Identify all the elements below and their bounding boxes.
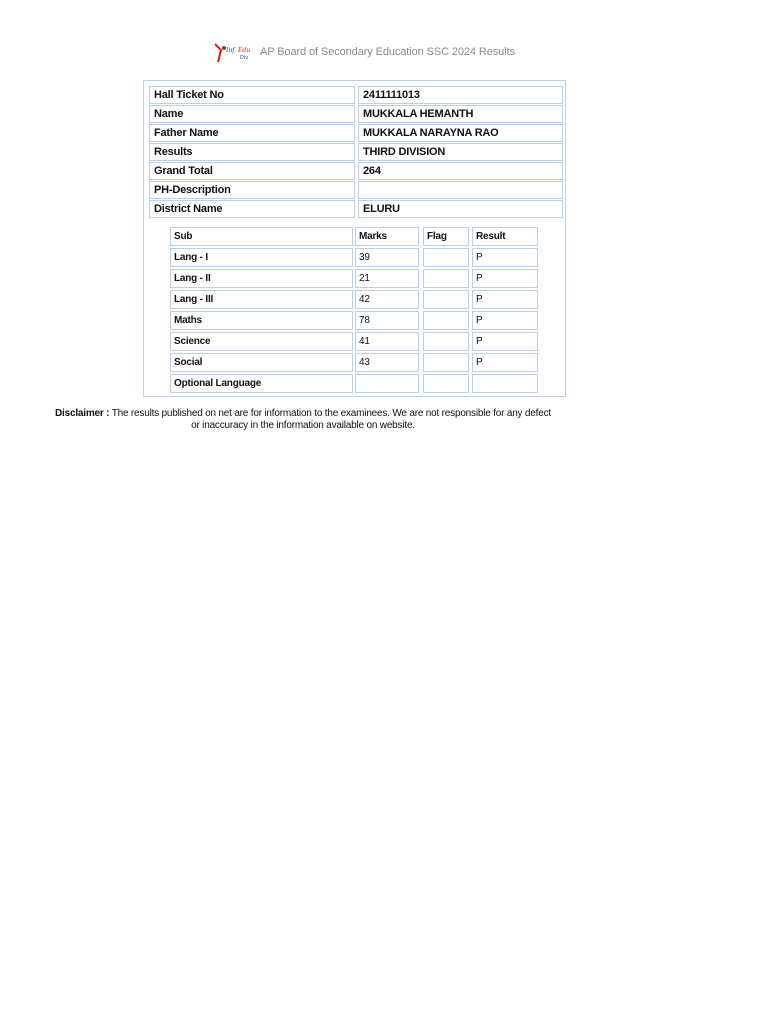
result-cell: P <box>472 353 538 372</box>
marks-cell <box>355 374 419 393</box>
disclaimer-line2: or inaccuracy in the information available on website. <box>191 420 415 431</box>
disclaimer <box>38 408 568 432</box>
disclaimer-line1: The results published on net are for information to the examinees. We are not responsible for any defect <box>111 408 551 419</box>
info-label: Results <box>149 143 355 161</box>
info-value: 2411111013 <box>358 86 563 104</box>
page-header <box>212 40 515 64</box>
info-value: THIRD DIVISION <box>358 143 563 161</box>
marks-header-marks: Marks <box>355 227 419 246</box>
subject-cell: Optional Language <box>170 374 353 393</box>
info-row-father-name <box>149 124 560 142</box>
info-label: Father Name <box>149 124 355 142</box>
info-row-ph-description <box>149 181 560 199</box>
info-label: Grand Total <box>149 162 355 180</box>
svg-text:Edu: Edu <box>238 47 251 54</box>
disclaimer-label: Disclaimer : <box>55 408 110 419</box>
result-cell <box>472 374 538 393</box>
marks-header-result: Result <box>472 227 538 246</box>
subject-cell: Science <box>170 332 353 351</box>
flag-cell <box>423 290 469 309</box>
marks-cell: 39 <box>355 248 419 267</box>
info-value: 264 <box>358 162 563 180</box>
info-value: MUKKALA NARAYNA RAO <box>358 124 563 142</box>
result-cell: P <box>472 248 538 267</box>
info-label: Name <box>149 105 355 123</box>
flag-cell <box>423 269 469 288</box>
site-logo <box>212 40 258 64</box>
info-row-district-name <box>149 200 560 218</box>
info-label: PH-Description <box>149 181 355 199</box>
flag-cell <box>423 332 469 351</box>
marks-cell: 42 <box>355 290 419 309</box>
marks-cell: 43 <box>355 353 419 372</box>
subject-cell: Social <box>170 353 353 372</box>
svg-text:Div: Div <box>240 55 249 61</box>
subject-cell: Lang - II <box>170 269 353 288</box>
svg-text:Inf: Inf <box>226 47 235 54</box>
result-cell: P <box>472 269 538 288</box>
subject-cell: Lang - I <box>170 248 353 267</box>
marks-header-sub: Sub <box>170 227 353 246</box>
info-value: MUKKALA HEMANTH <box>358 105 563 123</box>
info-value: ELURU <box>358 200 563 218</box>
results-card <box>143 80 566 397</box>
flag-cell <box>423 374 469 393</box>
marks-cell: 21 <box>355 269 419 288</box>
marks-header-flag: Flag <box>423 227 469 246</box>
subject-cell: Maths <box>170 311 353 330</box>
result-cell: P <box>472 311 538 330</box>
info-row-name <box>149 105 560 123</box>
info-row-results <box>149 143 560 161</box>
flag-cell <box>423 353 469 372</box>
info-row-hall-ticket <box>149 86 560 104</box>
info-label: District Name <box>149 200 355 218</box>
subject-cell: Lang - III <box>170 290 353 309</box>
flag-cell <box>423 248 469 267</box>
result-cell: P <box>472 332 538 351</box>
page-title: AP Board of Secondary Education SSC 2024 Results <box>260 46 515 58</box>
flag-cell <box>423 311 469 330</box>
info-row-grand-total <box>149 162 560 180</box>
marks-cell: 41 <box>355 332 419 351</box>
result-cell: P <box>472 290 538 309</box>
marks-cell: 78 <box>355 311 419 330</box>
info-value <box>358 181 563 199</box>
info-label: Hall Ticket No <box>149 86 355 104</box>
